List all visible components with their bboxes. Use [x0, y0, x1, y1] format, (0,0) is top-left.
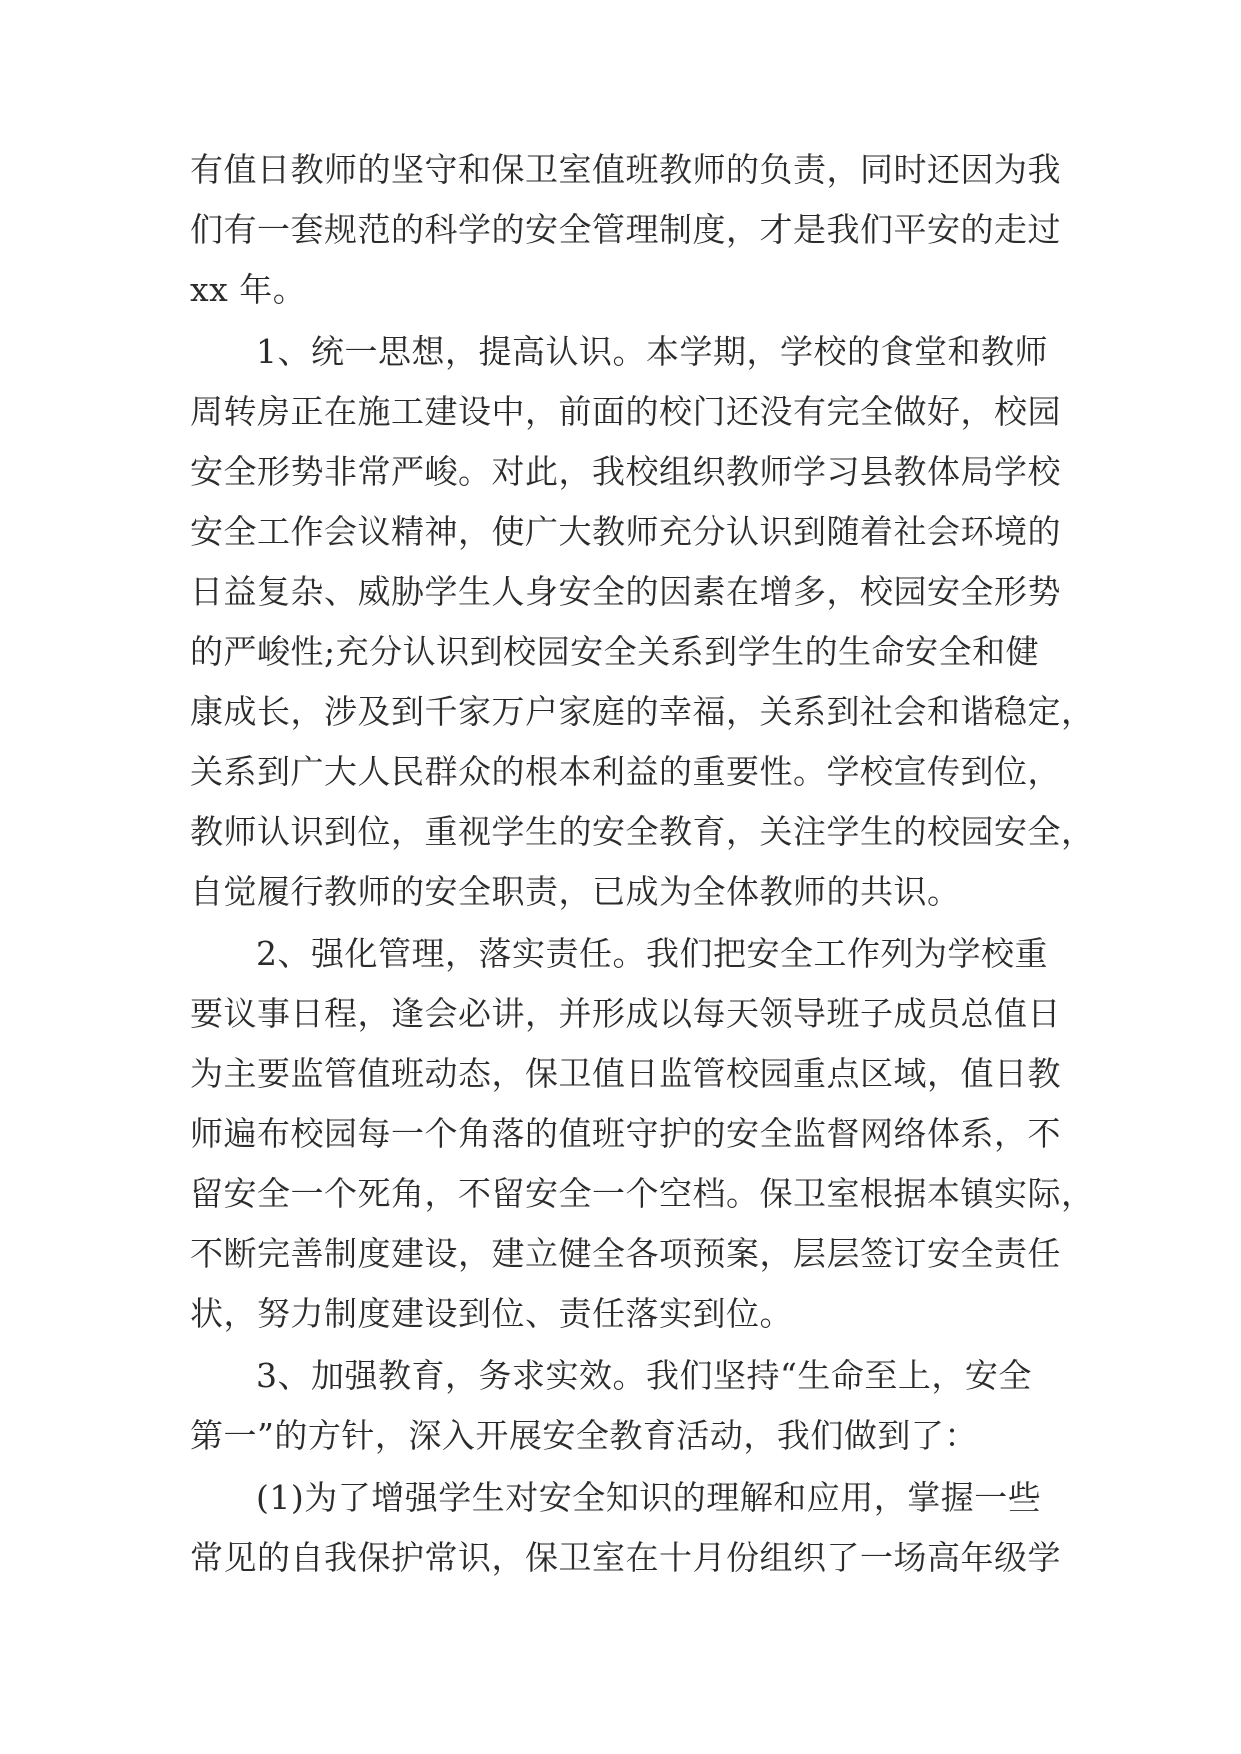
- text-line: 周转房正在施工建设中，前面的校门还没有完全做好，校园: [190, 392, 1061, 431]
- text-line: 师遍布校园每一个角落的值班守护的安全监督网络体系，不: [190, 1114, 1061, 1153]
- paragraph-2-start: 2、强化管理，落实责任。我们把安全工作列为学校重: [256, 934, 1048, 973]
- text-line: 有值日教师的坚守和保卫室值班教师的负责，同时还因为我: [190, 150, 1061, 189]
- text-line: 第一”的方针，深入开展安全教育活动，我们做到了：: [190, 1416, 978, 1455]
- text-line: 康成长，涉及到千家万户家庭的幸福，关系到社会和谐稳定，: [190, 692, 1095, 731]
- text-line: 教师认识到位，重视学生的安全教育，关注学生的校园安全，: [190, 812, 1095, 851]
- text-line: 安全工作会议精神，使广大教师充分认识到随着社会环境的: [190, 512, 1061, 551]
- text-line: 留安全一个死角，不留安全一个空档。保卫室根据本镇实际，: [190, 1174, 1095, 1213]
- paragraph-4-start: (1)为了增强学生对安全知识的理解和应用，掌握一些: [256, 1478, 1042, 1517]
- text-line: 不断完善制度建设，建立健全各项预案，层层签订安全责任: [190, 1234, 1061, 1273]
- text-line: 安全形势非常严峻。对此，我校组织教师学习县教体局学校: [190, 452, 1061, 491]
- text-line: 自觉履行教师的安全职责，已成为全体教师的共识。: [190, 872, 961, 911]
- text-line: 为主要监管值班动态，保卫值日监管校园重点区域，值日教: [190, 1054, 1061, 1093]
- text-line: 关系到广大人民群众的根本利益的重要性。学校宣传到位，: [190, 752, 1061, 791]
- text-line: 日益复杂、威胁学生人身安全的因素在增多，校园安全形势: [190, 572, 1061, 611]
- text-line: 要议事日程，逢会必讲，并形成以每天领导班子成员总值日: [190, 994, 1061, 1033]
- text-line: xx 年。: [190, 270, 307, 309]
- paragraph-1-start: 1、统一思想，提高认识。本学期，学校的食堂和教师: [256, 332, 1048, 371]
- text-line: 状，努力制度建设到位、责任落实到位。: [190, 1294, 793, 1333]
- paragraph-3-start: 3、加强教育，务求实效。我们坚持“生命至上，安全: [256, 1356, 1032, 1395]
- text-line: 们有一套规范的科学的安全管理制度，才是我们平安的走过: [190, 210, 1061, 249]
- text-line: 的严峻性;充分认识到校园安全关系到学生的生命安全和健: [190, 632, 1040, 671]
- text-line: 常见的自我保护常识，保卫室在十月份组织了一场高年级学: [190, 1538, 1061, 1577]
